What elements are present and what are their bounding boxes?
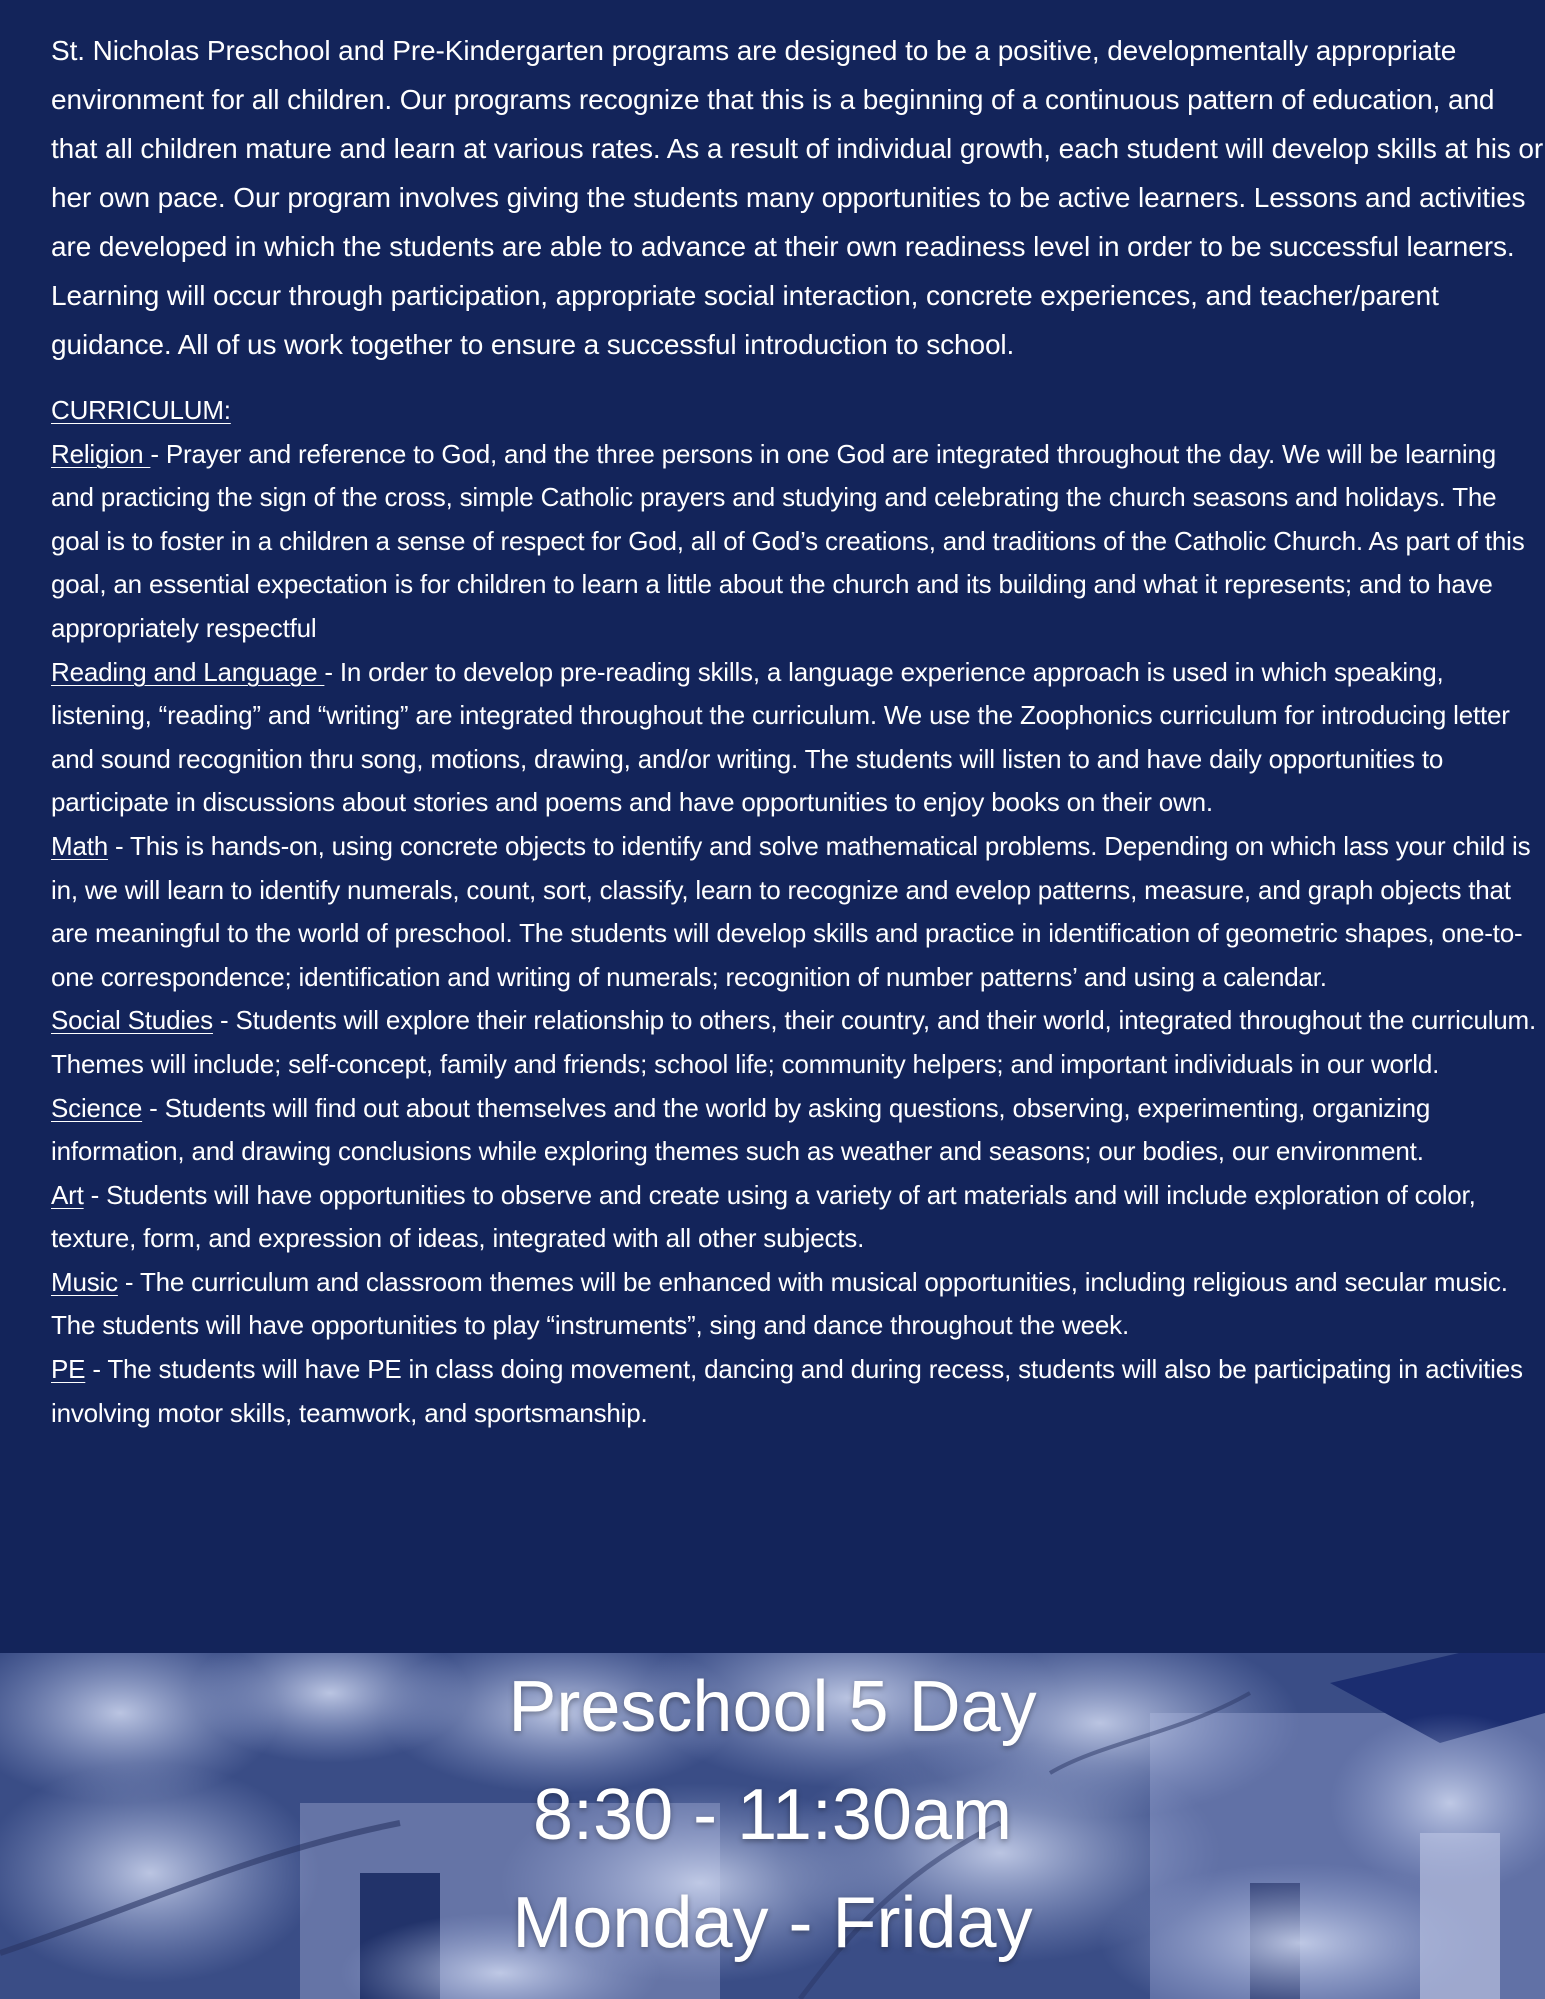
curriculum-item-text: - Students will have opportunities to observe and create using a variety of art materials and will include exploration of color, texture, form, and expression of ideas, integrated with all other subjects. [51, 1179, 1476, 1254]
curriculum-item-text: - Students will explore their relationship to others, their country, and their world, integrated throughout the curriculum. Themes will include; self-concept, family and friends; school life; community helpers; and important individuals in our world. [51, 1005, 1537, 1079]
curriculum-item-art [51, 1174, 1545, 1261]
curriculum-item-text: - Students will find out about themselves and the world by asking questions, observing, experimenting, organizing information, and drawing conclusions while exploring themes such as weather and seasons; our bodies, our environment. [51, 1092, 1431, 1167]
intro-paragraph: St. Nicholas Preschool and Pre-Kindergarten programs are designed to be a positive, developmentally appropriate environment for all children. Our programs recognize that this is a beginning of a continuous pattern of education, and that all children mature and learn at various rates. As a result of individual growth, each student will develop skills at his or her own pace. Our program involves giving the students many opportunities to be active learners. Lessons and activities are developed in which the students are able to advance at their own readiness level in order to be successful learners. Learning will occur through participation, appropriate social interaction, concrete experiences, and teacher/parent guidance. All of us work together to ensure a successful introduction to school. [51, 35, 1544, 360]
curriculum-item-science [51, 1087, 1545, 1174]
curriculum-item-music [51, 1261, 1545, 1348]
curriculum-item-title: Social Studies [51, 1005, 213, 1036]
schedule-block [0, 1653, 1545, 1977]
program-hours: 8:30 - 11:30am [533, 1775, 1012, 1855]
curriculum-item-title: Math [51, 830, 109, 861]
curriculum-item-title: Religion [51, 438, 151, 469]
curriculum-item-social-studies [51, 999, 1545, 1086]
curriculum-item-title: Science [51, 1092, 143, 1123]
curriculum-item-text: - Prayer and reference to God, and the three persons in one God are integrated throughout the day. We will be learning and practicing the sign of the cross, simple Catholic prayers and studying and celebrating the church seasons and holidays. The goal is to foster in a children a sense of respect for God, all of God’s creations, and traditions of the Catholic Church. As part of this goal, an essential expectation is for children to learn a little about the church and its building and what it represents; and to have appropriately respectful [51, 438, 1525, 643]
curriculum-item-math [51, 825, 1545, 999]
curriculum-item-religion [51, 433, 1545, 651]
curriculum-item-reading [51, 651, 1545, 825]
main-content [51, 26, 1545, 1435]
curriculum-item-pe [51, 1348, 1545, 1435]
program-days: Monday - Friday [512, 1883, 1033, 1963]
program-name: Preschool 5 Day [508, 1667, 1037, 1747]
curriculum-item-title: PE [51, 1354, 86, 1385]
curriculum-item-text: - This is hands-on, using concrete objects to identify and solve mathematical problems. Depending on which lass your child is in, we will learn to identify numerals, count, sort, classify, learn to recognize and evelop patterns, measure, and graph objects that are meaningful to the world of preschool. The students will develop skills and practice in identification of geometric shapes, one-to-one correspondence; identification and writing of numerals; recognition of number patterns’ and using a calendar. [51, 830, 1531, 992]
curriculum-item-text: - The curriculum and classroom themes will be enhanced with musical opportunities, including religious and secular music. The students will have opportunities to play “instruments”, sing and dance throughout the week. [51, 1266, 1508, 1341]
curriculum-item-text: - In order to develop pre-reading skills, a language experience approach is used in which speaking, listening, “reading” and “writing” are integrated throughout the curriculum. We use the Zoophonics curriculum for introducing letter and sound recognition thru song, motions, drawing, and/or writing. The students will listen to and have daily opportunities to participate in discussions about stories and poems and have opportunities to enjoy books on their own. [51, 656, 1510, 818]
curriculum-item-title: Music [51, 1266, 118, 1297]
curriculum-section [51, 389, 1545, 1435]
curriculum-item-title: Art [51, 1179, 84, 1210]
curriculum-heading: CURRICULUM: [51, 395, 231, 425]
curriculum-item-title: Reading and Language [51, 656, 325, 687]
curriculum-item-text: - The students will have PE in class doing movement, dancing and during recess, students will also be participating in activities involving motor skills, teamwork, and sportsmanship. [51, 1354, 1523, 1428]
